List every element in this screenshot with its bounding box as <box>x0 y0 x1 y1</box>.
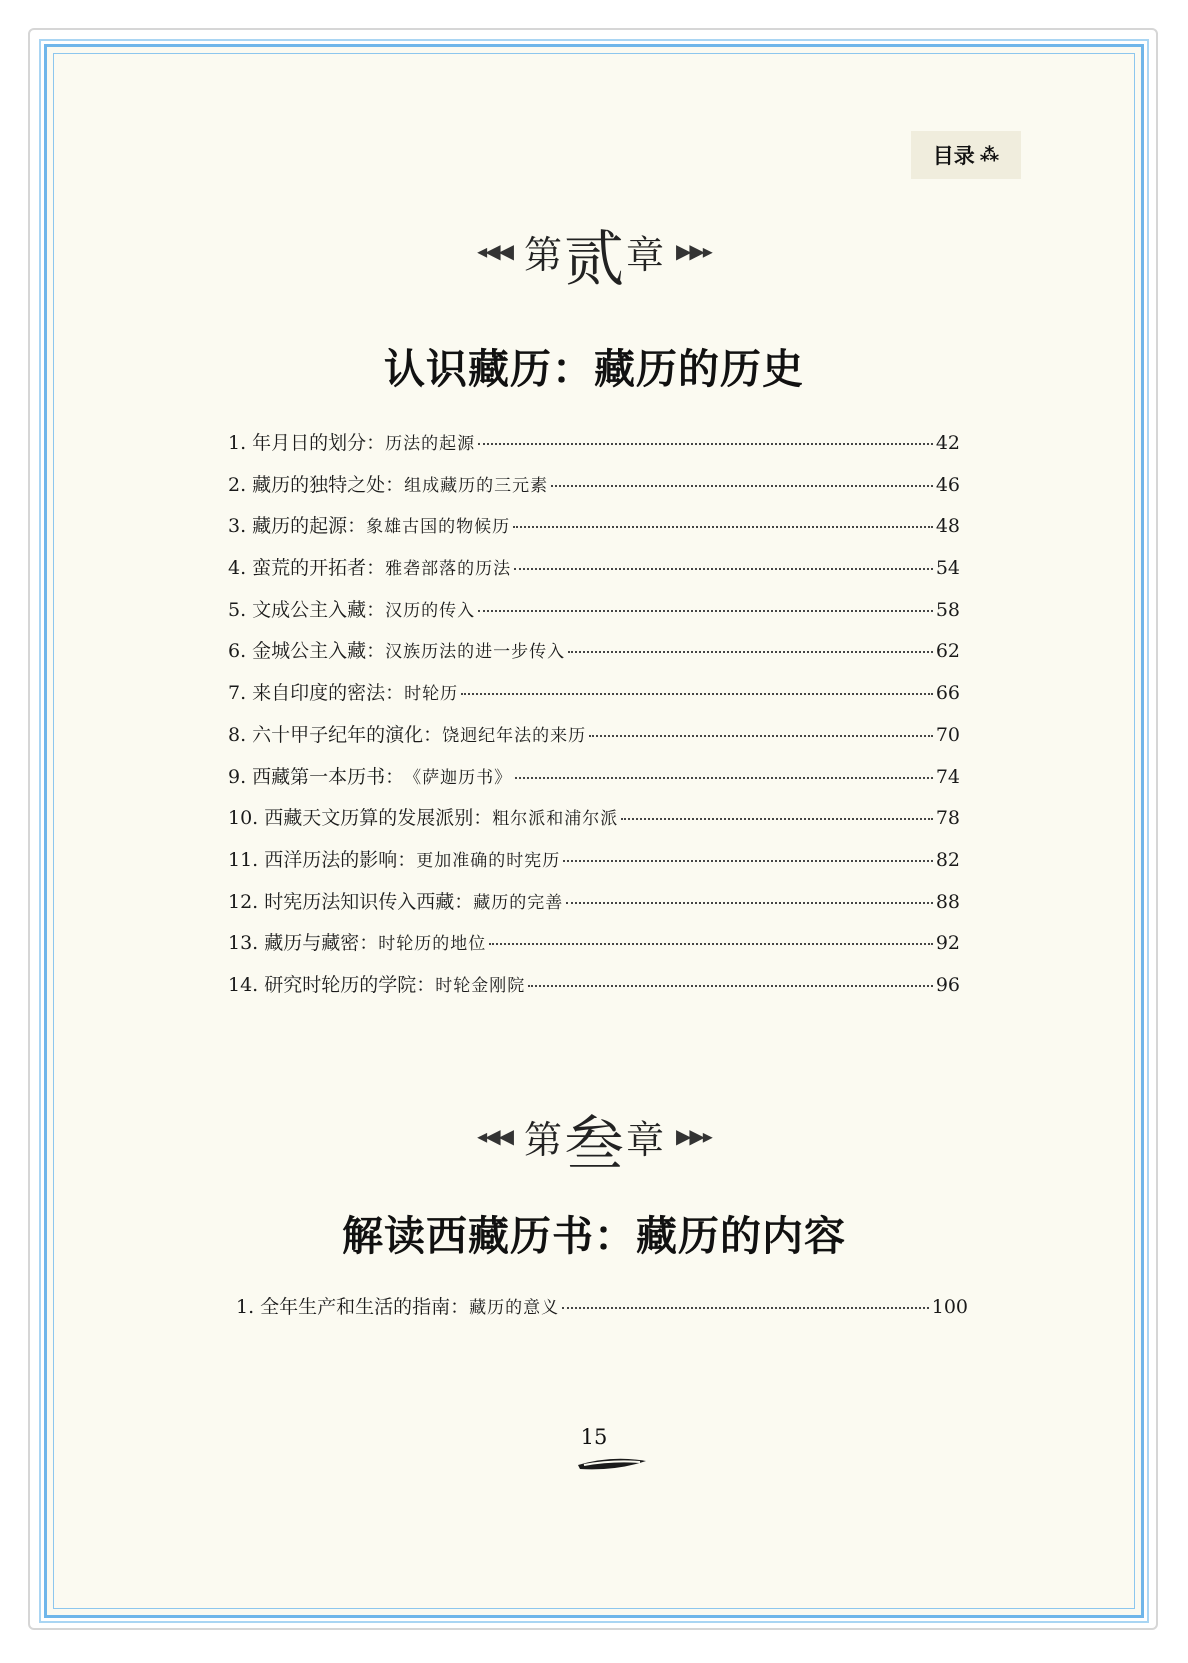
toc-entry-title: 西藏第一本历书： <box>252 765 405 788</box>
toc-leader-dots <box>589 735 933 737</box>
toc-entry-title: 金城公主入藏： <box>252 640 386 663</box>
toc-entry-title: 西藏天文历算的发展派别： <box>264 807 493 830</box>
toc-entry-subtitle: 时轮历的地位 <box>378 934 487 955</box>
chapter-2-title: 认识藏历：藏历的历史 <box>384 345 804 393</box>
toc-entry-page: 78 <box>935 807 960 830</box>
toc-entry-page: 58 <box>935 598 960 621</box>
toc-entry-page: 46 <box>935 473 960 496</box>
toc-entry-title: 全年生产和生活的指南： <box>260 1296 470 1318</box>
toc-entry-number: 6. <box>228 640 247 663</box>
toc-leader-dots <box>551 485 933 487</box>
toc-entry-page: 48 <box>935 515 960 538</box>
chapter-2-heading <box>0 208 1188 294</box>
toc-entry-number: 5. <box>228 598 247 621</box>
toc-entry-subtitle: 组成藏历的三元素 <box>404 475 549 496</box>
toc-entry-page: 74 <box>935 765 960 788</box>
toc-entry-subtitle: 饶迥纪年法的来历 <box>442 725 587 746</box>
section-tab <box>911 131 1021 179</box>
chapter-3-suffix: 章 <box>626 1117 665 1162</box>
toc-entry-number: 1. <box>228 432 247 454</box>
toc-leader-dots <box>478 610 933 612</box>
page-number-swoosh-icon <box>576 1451 648 1473</box>
toc-entry-page: 66 <box>935 682 960 705</box>
toc-entry-title: 研究时轮历的学院： <box>264 973 436 996</box>
toc-entry <box>236 1292 968 1334</box>
toc-entry-title: 藏历的独特之处： <box>252 473 405 496</box>
toc-entry-page: 70 <box>935 723 960 746</box>
toc-entry-subtitle: 历法的起源 <box>385 434 476 454</box>
toc-entry-number: 12. <box>228 890 259 913</box>
toc-entry-number: 1. <box>236 1296 255 1318</box>
toc-entry <box>228 720 960 762</box>
toc-entry-page: 82 <box>935 848 960 871</box>
toc-entry-number: 7. <box>228 682 247 705</box>
toc-entry-page: 88 <box>935 890 960 913</box>
toc-leader-dots <box>562 1307 929 1309</box>
toc-entry <box>228 553 960 595</box>
chapter-2-number: 贰 <box>564 225 624 295</box>
toc-entry <box>228 845 960 887</box>
toc-entry <box>228 428 960 470</box>
toc-entry-number: 14. <box>228 973 259 996</box>
toc-leader-dots <box>489 943 933 945</box>
chapter-3-prefix: 第 <box>523 1117 562 1162</box>
toc-entry-number: 8. <box>228 723 247 746</box>
toc-entry-page: 96 <box>935 973 960 996</box>
toc-entry-subtitle: 汉历的传入 <box>385 600 476 621</box>
chapter-3-heading <box>0 1093 1188 1179</box>
toc-entry <box>228 762 960 804</box>
toc-entry-subtitle: 汉族历法的进一步传入 <box>385 642 566 663</box>
toc-leader-dots <box>528 985 933 987</box>
toc-entry-subtitle: 藏历的完善 <box>473 892 564 913</box>
toc-entry-title: 年月日的划分： <box>252 432 386 454</box>
toc-entry-page: 92 <box>935 932 960 955</box>
toc-entry-subtitle: 象雄古国的物候历 <box>366 517 511 538</box>
toc-leader-dots <box>478 443 933 445</box>
toc-entry-subtitle: 雅砻部落的历法 <box>385 559 512 580</box>
toc-entry <box>228 887 960 929</box>
toc-leader-dots <box>461 693 933 695</box>
toc-entry-number: 2. <box>228 473 247 496</box>
toc-entry <box>228 595 960 637</box>
toc-entry-subtitle: 藏历的意义 <box>469 1298 560 1318</box>
toc-entry-title: 来自印度的密法： <box>252 682 405 705</box>
toc-leader-dots <box>563 860 933 862</box>
section-tab-label: 目录 <box>932 144 975 168</box>
toc-entry-number: 11. <box>228 848 259 871</box>
toc-entry <box>228 678 960 720</box>
toc-leader-dots <box>621 818 933 820</box>
toc-entry-title: 时宪历法知识传入西藏： <box>264 890 474 913</box>
toc-entry-subtitle: 更加准确的时宪历 <box>416 850 561 871</box>
toc-entry <box>228 636 960 678</box>
right-arrow-ornament-icon: ▶▶▸ <box>676 239 711 263</box>
toc-entry-subtitle: 时轮历 <box>404 684 459 705</box>
toc-entry-subtitle: 《萨迦历书》 <box>404 767 513 788</box>
toc-entry <box>228 970 960 1012</box>
chapter-2-toc <box>228 428 960 1012</box>
chapter-3-title: 解读西藏历书：藏历的内容 <box>342 1212 846 1260</box>
page-number: 15 <box>580 1425 608 1449</box>
toc-entry <box>228 803 960 845</box>
toc-entry-subtitle: 粗尔派和浦尔派 <box>492 809 619 830</box>
chapter-3-number: 叁 <box>564 1110 624 1180</box>
toc-entry-page: 100 <box>931 1296 968 1318</box>
chapter-3-toc <box>236 1292 968 1334</box>
toc-entry-page: 54 <box>935 557 960 580</box>
toc-entry <box>228 470 960 512</box>
chapter-2-prefix: 第 <box>523 232 562 277</box>
endless-knot-icon: ⁂ <box>979 144 1000 166</box>
toc-entry-number: 9. <box>228 765 247 788</box>
toc-entry-title: 文成公主入藏： <box>252 598 386 621</box>
toc-entry-title: 藏历与藏密： <box>264 932 379 955</box>
toc-leader-dots <box>568 651 933 653</box>
toc-entry-number: 3. <box>228 515 247 538</box>
left-arrow-ornament-icon: ◂◀◀ <box>477 239 512 263</box>
chapter-2-suffix: 章 <box>626 232 665 277</box>
toc-entry <box>228 928 960 970</box>
toc-entry-title: 藏历的起源： <box>252 515 367 538</box>
toc-leader-dots <box>513 526 933 528</box>
toc-leader-dots <box>566 902 933 904</box>
toc-entry <box>228 511 960 553</box>
toc-leader-dots <box>514 568 933 570</box>
right-arrow-ornament-icon: ▶▶▸ <box>676 1124 711 1148</box>
toc-entry-number: 13. <box>228 932 259 955</box>
toc-entry-title: 蛮荒的开拓者： <box>252 557 386 580</box>
toc-entry-subtitle: 时轮金刚院 <box>435 975 526 996</box>
toc-leader-dots <box>515 777 933 779</box>
toc-entry-number: 10. <box>228 807 259 830</box>
toc-entry-number: 4. <box>228 557 247 580</box>
toc-entry-page: 62 <box>935 640 960 663</box>
toc-entry-title: 西洋历法的影响： <box>264 848 417 871</box>
left-arrow-ornament-icon: ◂◀◀ <box>477 1124 512 1148</box>
toc-entry-page: 42 <box>935 432 960 454</box>
toc-entry-title: 六十甲子纪年的演化： <box>252 723 443 746</box>
